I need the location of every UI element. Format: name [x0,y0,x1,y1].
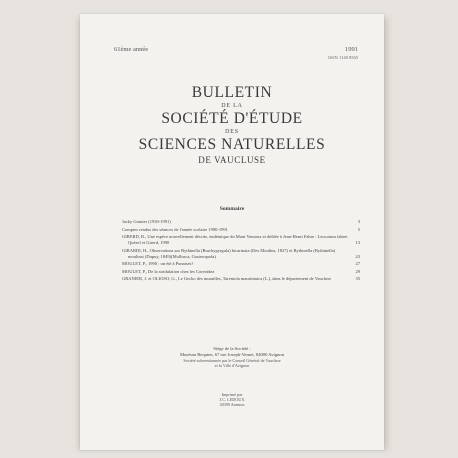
toc-entry-page: 3 [357,219,360,224]
title-bulletin: BULLETIN [191,84,273,101]
siege-subvention: Société subventionnée par le Conseil Général de Vaucluse [183,358,281,363]
siege-address: Muséum Requien, 67 rue Joseph-Vernet, 84000 Avignon [179,352,285,357]
table-of-contents [122,219,360,284]
toc-entry-text: GRANIER, J. et OLIOSO, G., Le Gecko des murailles, Tarentola mauritanica (L.), dans le département de Vaucluse [122,276,331,281]
sommaire-title: Sommaire [219,206,245,212]
year-label: 1991 [345,46,358,53]
title-sciences: SCIENCES NATURELLES [138,136,326,153]
toc-entry-page: 27 [355,261,360,266]
title-des: DES [225,129,239,135]
annee-label: 61ème année [114,46,149,53]
title-societe: SOCIÉTÉ D'ÉTUDE [161,110,303,127]
toc-entry-page: 13 [355,240,360,245]
toc-entry-text: Jacky Granier (1930-1991) [122,219,171,224]
siege-block [80,346,384,368]
toc-entry [122,269,360,275]
bulletin-cover [80,14,384,450]
printer-city: 30390 Aramon [219,402,245,407]
toc-entry-page: 5 [357,226,360,232]
siege-ville: et la Ville d'Avignon [214,363,250,368]
toc-entry-text: GIRERD, B., Une espèce nouvellement décrite, endémique du Mont Ventoux et dédiée à Jean-Henri Fabre : Leucoium fabrei Quézel et Girerd, 1990 [122,234,348,245]
toc-entry-text: Comptes rendus des séances de l'année scolaire 1990-1991 [122,226,228,232]
toc-entry [122,261,360,267]
toc-entry-page: 23 [355,253,360,259]
siege-label: Siège de la Société : [213,346,251,351]
printer-block [80,392,384,407]
toc-entry [122,219,360,225]
printer-label: Imprimé par [221,392,243,397]
toc-entry-page: 35 [355,276,360,281]
toc-entry-page: 29 [355,268,360,274]
toc-entry [122,276,360,282]
issn-label: ISSN 1148 8565 [328,55,358,60]
title-de-la: DE LA [221,103,243,109]
toc-entry [122,227,360,233]
printer-name: J.C. LEDOUX [219,397,245,402]
title-vaucluse: DE VAUCLUSE [198,155,266,165]
toc-entry [122,234,360,246]
toc-entry-text: GIRARDI, H., Observations sur Bythinella (Brachypyrgula) bicarinata (Des Moulins, 1827) et Bythinella (Bythinella) moulinsi (Dupuy, 1849)(Mollusca, Gasteropoda) [122,247,336,259]
toc-entry-text: MOULET, P., 1990 : un été à Punaises? [122,261,194,266]
title-block [80,84,384,166]
toc-entry-text: MOULET, P., De la stridulation chez les Coreoidea [122,268,215,274]
toc-entry [122,248,360,260]
